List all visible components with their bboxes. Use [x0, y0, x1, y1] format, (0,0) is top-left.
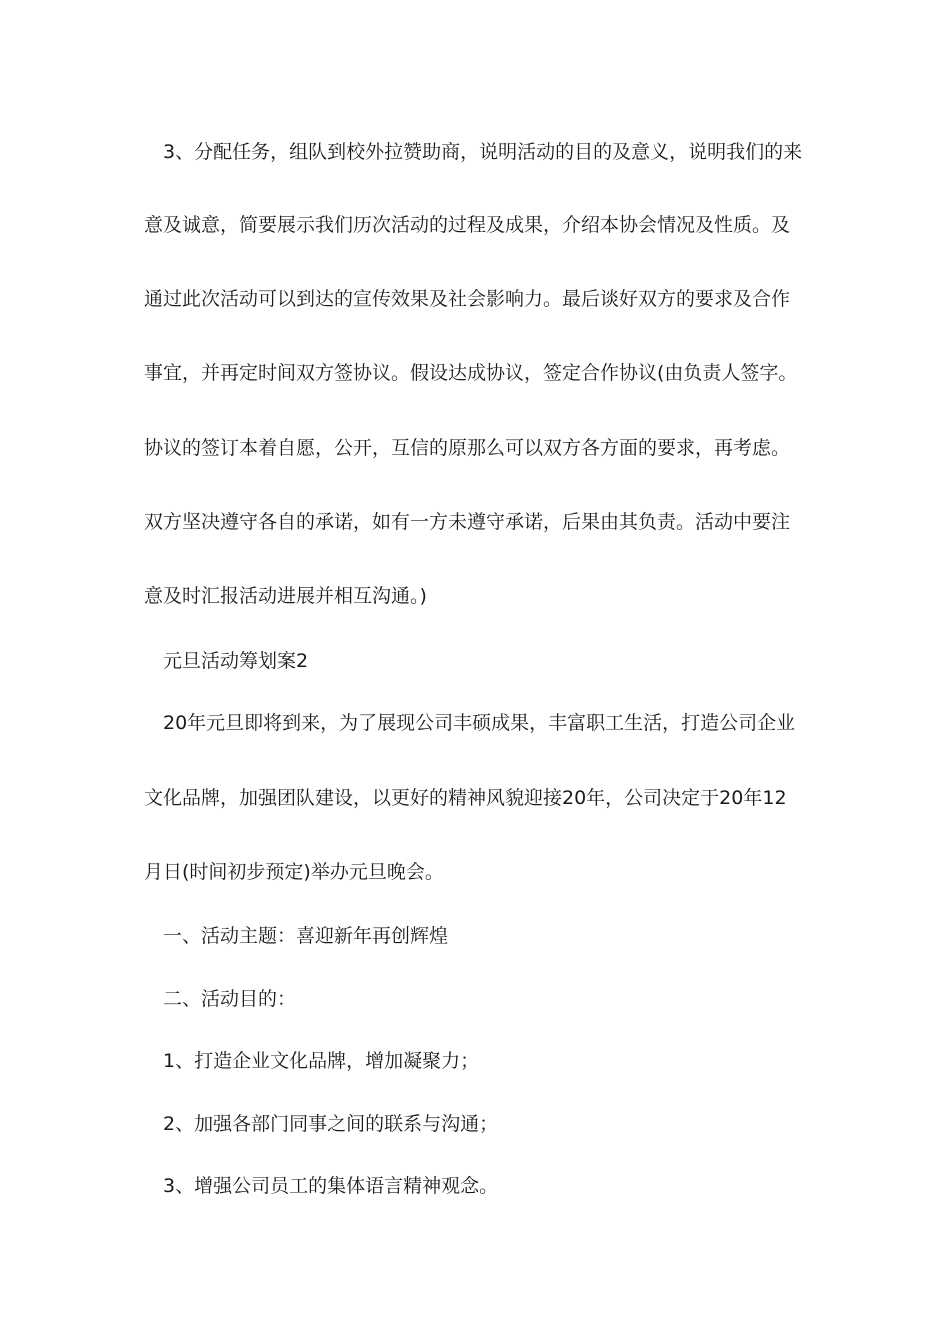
paragraph-line-10: 月日(时间初步预定)举办元旦晚会。 [144, 861, 444, 883]
paragraph-line-4: 事宜，并再定时间双方签协议。假设达成协议，签定合作协议(由负责人签字。 [144, 362, 798, 384]
purpose-item-3: 3、增强公司员工的集体语言精神观念。 [163, 1175, 499, 1197]
section-heading: 元旦活动筹划案2 [163, 650, 309, 672]
paragraph-line-1: 3、分配任务，组队到校外拉赞助商，说明活动的目的及意义，说明我们的来 [163, 141, 803, 163]
paragraph-line-2: 意及诚意，简要展示我们历次活动的过程及成果，介绍本协会情况及性质。及 [144, 214, 791, 236]
paragraph-line-3: 通过此次活动可以到达的宣传效果及社会影响力。最后谈好双方的要求及合作 [144, 288, 791, 310]
paragraph-line-7: 意及时汇报活动进展并相互沟通。) [144, 585, 427, 607]
paragraph-line-9: 文化品牌，加强团队建设，以更好的精神风貌迎接20年，公司决定于20年12 [144, 787, 787, 809]
paragraph-line-5: 协议的签订本着自愿，公开，互信的原那么可以双方各方面的要求，再考虑。 [144, 437, 791, 459]
purpose-item-1: 1、打造企业文化品牌，增加凝聚力； [163, 1050, 480, 1072]
activity-theme: 一、活动主题：喜迎新年再创辉煌 [163, 925, 449, 947]
paragraph-line-8: 20年元旦即将到来，为了展现公司丰硕成果，丰富职工生活，打造公司企业 [163, 712, 796, 734]
paragraph-line-6: 双方坚决遵守各自的承诺，如有一方未遵守承诺，后果由其负责。活动中要注 [144, 511, 791, 533]
purpose-item-2: 2、加强各部门同事之间的联系与沟通； [163, 1113, 499, 1135]
activity-purpose-heading: 二、活动目的： [163, 988, 297, 1010]
